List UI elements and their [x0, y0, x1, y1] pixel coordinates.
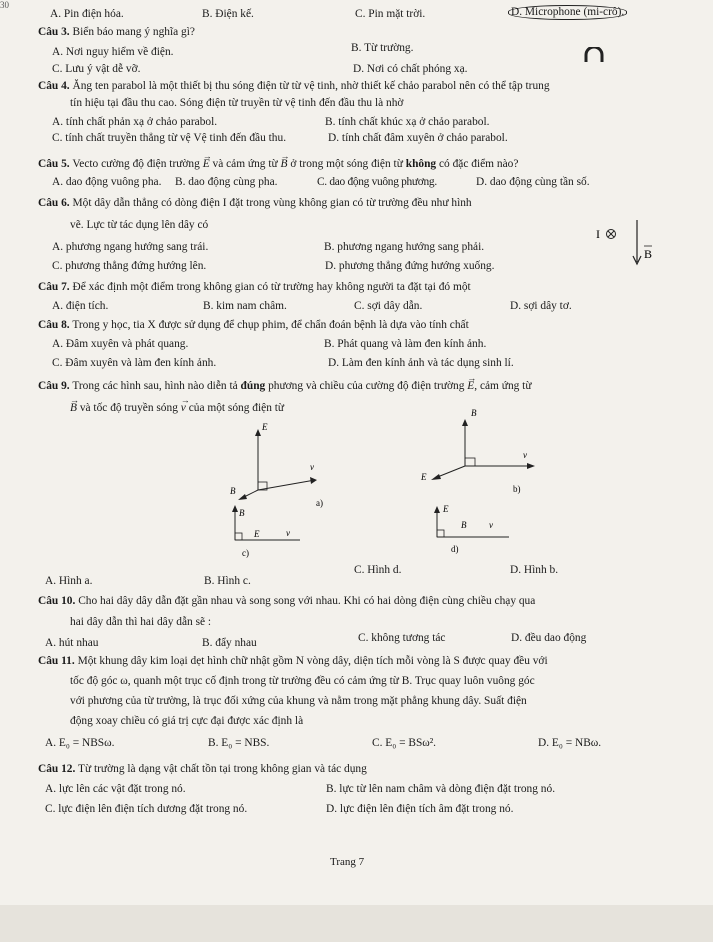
q10-option-b: B. đẩy nhau [202, 637, 257, 649]
q4-option-b: B. tính chất khúc xạ ở chảo parabol. [325, 116, 490, 128]
q9-number: Câu 9. [38, 380, 70, 392]
q8-option-a: A. Đâm xuyên và phát quang. [52, 338, 189, 350]
q6-text-line-1: Một dây dẫn thẳng có dòng điện I đặt trong vùng không gian có từ trường đều như hình [72, 197, 472, 209]
q2-option-c: C. Pin mặt trời. [355, 8, 426, 20]
q9-stem-line-2 [70, 395, 285, 415]
q10-option-a: A. hút nhau [45, 637, 99, 649]
q5-option-d: D. dao động cùng tần số. [476, 176, 590, 188]
q10-option-c: C. không tương tác [358, 632, 446, 644]
svg-text:v: v [310, 462, 314, 472]
q10-number: Câu 10. [38, 595, 76, 607]
vector-b-symbol: B → [280, 151, 290, 170]
vector-e-symbol-q9: E → [467, 373, 477, 392]
q10-stem-line-2: hai dây dẫn thì hai dây dẫn sẽ : [70, 616, 212, 628]
q4-stem-line-2: tín hiệu tại đầu thu cao. Sóng điện từ truyền từ vệ tinh đến đầu thu là nhờ [70, 97, 404, 109]
page-number: Trang 7 [330, 856, 365, 868]
q9-text-part-4: và tốc độ truyền sóng [79, 402, 178, 414]
field-b-label: B [644, 247, 653, 261]
q5-text-part-2: và cảm ứng từ [212, 158, 278, 170]
q5-option-c: C. dao động vuông phương. [317, 176, 437, 188]
q9-text-bold: đúng [240, 380, 266, 392]
q12-option-b: B. lực từ lên nam châm và dòng điện đặt trong nó. [326, 783, 556, 795]
svg-text:v: v [489, 520, 493, 530]
vector-b-symbol-q9: B → [70, 395, 79, 414]
q12-text: Từ trường là dạng vật chất tồn tại trong không gian và tác dụng [78, 763, 367, 775]
svg-text:v: v [286, 528, 290, 538]
q7-option-b: B. kim nam châm. [203, 300, 287, 312]
q9-text-part-3: , cảm ứng từ [474, 380, 532, 392]
q8-text: Trong y học, tia X được sử dụng để chụp phim, để chẩn đoán bệnh là dựa vào tính chất [72, 319, 469, 331]
q4-stem-line-1 [38, 80, 550, 93]
q4-option-c: C. tính chất truyền thẳng từ vệ Vệ tinh đến đầu thu. [52, 132, 287, 144]
q7-option-d: D. sợi dây tơ. [510, 300, 572, 312]
q12-stem [38, 763, 367, 776]
magnet-icon [581, 47, 607, 63]
q10-text-line-1: Cho hai dây dây dẫn đặt gần nhau và song song với nhau. Khi có hai dòng điện cùng chiều chạy qua [78, 595, 536, 607]
q3-option-d: D. Nơi có chất phóng xạ. [353, 63, 468, 75]
svg-text:E: E [421, 472, 427, 482]
svg-text:v: v [523, 450, 527, 460]
q5-text-part-4: có đặc điểm nào? [439, 158, 519, 170]
q9-option-b: B. Hình c. [204, 575, 251, 587]
page-bottom-shadow [0, 905, 713, 942]
q8-number: Câu 8. [38, 319, 70, 331]
q9-option-c: C. Hình d. [354, 564, 402, 576]
q11-stem-line-4: động xoay chiều có giá trị cực đại được xác định là [70, 715, 304, 727]
q10-stem-line-1 [38, 595, 535, 608]
fig-a-caption: a) [316, 498, 323, 508]
q9-option-a: A. Hình a. [45, 575, 93, 587]
q5-number: Câu 5. [38, 158, 70, 170]
svg-text:B: B [471, 408, 477, 418]
fig-d-caption: d) [451, 544, 459, 554]
svg-text:B: B [230, 486, 236, 496]
svg-text:E: E [254, 529, 260, 539]
q11-text-line-1: Một khung dây kim loại dẹt hình chữ nhật gồm N vòng dây, diện tích mỗi vòng là S được quay đều với [77, 655, 548, 667]
q11-option-b: B. E₀ = NBS. [208, 737, 270, 749]
q9-figure-c [220, 500, 320, 560]
q6-option-a: A. phương ngang hướng sang trái. [52, 241, 209, 253]
q8-option-c: C. Đâm xuyên và làm đen kính ảnh. [52, 357, 217, 369]
q4-text-line-1: Ăng ten parabol là một thiết bị thu sóng điện từ từ vệ tinh, nhờ thiết kế chảo parabol nên có thể tập trung [72, 80, 550, 92]
q2-option-b: B. Điện kế. [202, 8, 254, 20]
q6-option-d: D. phương thẳng đứng hướng xuống. [325, 260, 495, 272]
q4-option-d: D. tính chất đâm xuyên ở chảo parabol. [328, 132, 508, 144]
q11-option-d: D. E₀ = NBω. [538, 737, 602, 749]
q9-text-part-1: Trong các hình sau, hình nào diễn tả [72, 380, 238, 392]
corner-marker: 30 [0, 0, 9, 10]
q3-option-b: B. Từ trường. [351, 42, 414, 54]
current-label: I [596, 227, 600, 241]
fig-c-caption: c) [242, 548, 249, 558]
q11-option-a: A. E₀ = NBSω. [45, 737, 115, 749]
svg-text:B: B [461, 520, 467, 530]
q3-option-c: C. Lưu ý vật dễ vỡ. [52, 63, 141, 75]
q11-stem-line-2: tốc độ góc ω, quanh một trục cố định trong từ trường đều có cảm ứng từ B. Trục quay luôn vuông góc [70, 675, 535, 687]
q7-text: Để xác định một điểm trong không gian có từ trường hay không người ta đặt tại đó một [72, 281, 471, 293]
q9-text-part-5: của một sóng điện từ [188, 402, 285, 414]
q5-option-b: B. dao động cùng pha. [175, 176, 278, 188]
q6-stem-line-2: vẽ. Lực từ tác dụng lên dây có [70, 219, 209, 231]
svg-text:E: E [262, 422, 268, 432]
q9-figure-a [220, 420, 340, 510]
q6-option-c: C. phương thẳng đứng hướng lên. [52, 260, 207, 272]
q3-stem [38, 26, 195, 39]
q3-number: Câu 3. [38, 26, 70, 38]
q11-stem-line-1 [38, 655, 548, 668]
q12-option-a: A. lực lên các vật đặt trong nó. [45, 783, 186, 795]
q8-stem [38, 319, 469, 332]
vector-v-symbol-q9: v → [180, 395, 190, 414]
q4-option-a: A. tính chất phản xạ ở chảo parabol. [52, 116, 218, 128]
q6-option-b: B. phương ngang hướng sang phải. [324, 241, 485, 253]
svg-text:B: B [239, 508, 245, 518]
q3-option-a: A. Nơi nguy hiểm về điện. [52, 46, 174, 58]
q2-option-a: A. Pin điện hóa. [50, 8, 124, 20]
q11-number: Câu 11. [38, 655, 75, 667]
q5-stem [38, 151, 519, 171]
q4-number: Câu 4. [38, 80, 70, 92]
q5-text-bold: không [405, 158, 437, 170]
q9-figure-b [415, 400, 545, 500]
q10-option-d: D. đều dao động [511, 632, 587, 644]
q3-text: Biển báo mang ý nghĩa gì? [72, 26, 195, 38]
q7-option-c: C. sợi dây dẫn. [354, 300, 423, 312]
q6-number: Câu 6. [38, 197, 70, 209]
q9-option-d: D. Hình b. [510, 564, 559, 576]
q7-option-a: A. điện tích. [52, 300, 109, 312]
q7-stem [38, 281, 471, 294]
vector-e-symbol: E → [202, 151, 212, 170]
q2-option-d: D. Microphone (mi-crô). [508, 5, 627, 20]
q9-stem-line-1 [38, 373, 532, 393]
q5-option-a: A. dao động vuông pha. [52, 176, 162, 188]
q11-option-c: C. E₀ = BSω². [372, 737, 437, 749]
q7-number: Câu 7. [38, 281, 70, 293]
fig-b-caption: b) [513, 484, 521, 494]
q6-stem-line-1 [38, 197, 472, 210]
q12-option-d: D. lực điện lên điện tích âm đặt trong nó. [326, 803, 514, 815]
q5-text-part-1: Vecto cường độ điện trường [72, 158, 200, 170]
q11-stem-line-3: với phương của từ trường, là trục đối xứng của khung và nằm trong mặt phẳng khung dây. Suất điện [70, 695, 527, 707]
q9-figure-d [425, 497, 525, 555]
q12-option-c: C. lực điện lên điện tích dương đặt trong nó. [45, 803, 248, 815]
q8-option-d: D. Làm đen kính ảnh và tác dụng sinh lí. [328, 357, 514, 369]
q6-figure [596, 218, 656, 268]
q9-text-part-2: phương và chiều của cường độ điện trường [268, 380, 465, 392]
svg-text:E: E [443, 504, 449, 514]
q5-text-part-3: ở trong một sóng điện từ [290, 158, 403, 170]
q8-option-b: B. Phát quang và làm đen kính ảnh. [324, 338, 487, 350]
q12-number: Câu 12. [38, 763, 76, 775]
